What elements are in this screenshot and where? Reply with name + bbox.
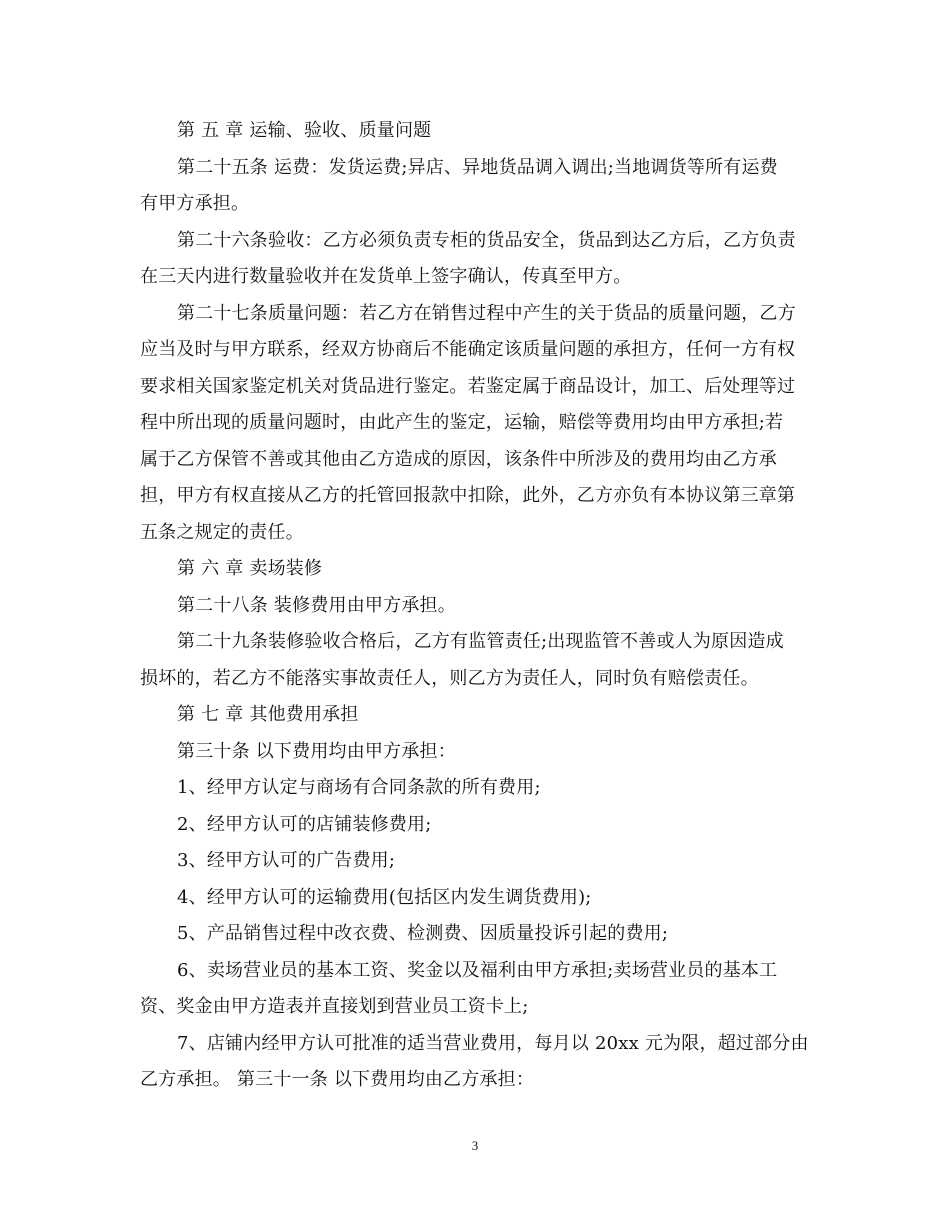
text-line: 第二十九条装修验收合格后，乙方有监管责任;出现监管不善或人为原因造成 [177, 631, 784, 652]
text-line: 第二十五条 运费：发货运费;异店、异地货品调入调出;当地调货等所有运费 [177, 156, 778, 178]
page-number: 3 [471, 1138, 479, 1153]
text-line: 在三天内进行数量验收并在发货单上签字确认，传真至甲方。 [140, 266, 632, 287]
text-line: 5、产品销售过程中改衣费、检测费、因质量投诉引起的费用; [177, 923, 669, 944]
text-line: 第二十八条 装修费用由甲方承担。 [177, 594, 456, 616]
text-line: 第 七 章 其他费用承担 [177, 704, 359, 725]
text-line: 损坏的，若乙方不能落实事故责任人，则乙方为责任人，同时负有赔偿责任。 [140, 667, 759, 689]
text-line: 7、店铺内经甲方认可批准的适当营业费用，每月以 20xx 元为限，超过部分由 [177, 1032, 809, 1054]
text-line: 第 五 章 运输、验收、质量问题 [177, 120, 432, 141]
document-body [140, 113, 815, 1099]
text-line: 2、经甲方认可的店铺装修费用; [177, 813, 432, 835]
text-line: 4、经甲方认可的运输费用(包括区内发生调货费用); [177, 886, 592, 908]
text-line: 资、奖金由甲方造表并直接划到营业员工资卡上; [140, 996, 529, 1017]
text-line: 应当及时与甲方联系，经双方协商后不能确定该质量问题的承担方，任何一方有权 [140, 339, 796, 360]
text-line: 6、卖场营业员的基本工资、奖金以及福利由甲方承担;卖场营业员的基本工 [177, 959, 778, 981]
text-line: 五条之规定的责任。 [140, 521, 304, 543]
text-line: 1、经甲方认定与商场有合同条款的所有费用; [177, 777, 541, 798]
text-line: 属于乙方保管不善或其他由乙方造成的原因，该条件中所涉及的费用均由乙方承 [140, 448, 777, 470]
text-line: 程中所出现的质量问题时，由此产生的鉴定，运输，赔偿等费用均由甲方承担;若 [140, 412, 784, 433]
text-line: 第三十条 以下费用均由甲方承担： [177, 740, 456, 762]
text-line: 乙方承担。 第三十一条 以下费用均由乙方承担： [140, 1069, 535, 1090]
text-line: 要求相关国家鉴定机关对货品进行鉴定。若鉴定属于商品设计，加工、后处理等过 [140, 375, 796, 397]
text-line: 有甲方承担。 [140, 193, 250, 214]
text-line: 第二十六条验收：乙方必须负责专柜的货品安全，货品到达乙方后，乙方负责 [177, 229, 796, 251]
text-line: 第二十七条质量问题：若乙方在销售过程中产生的关于货品的质量问题，乙方 [177, 302, 796, 324]
text-line: 第 六 章 卖场装修 [177, 558, 323, 579]
text-line: 担，甲方有权直接从乙方的托管回报款中扣除，此外，乙方亦负有本协议第三章第 [140, 485, 796, 506]
text-line: 3、经甲方认可的广告费用; [177, 850, 396, 871]
